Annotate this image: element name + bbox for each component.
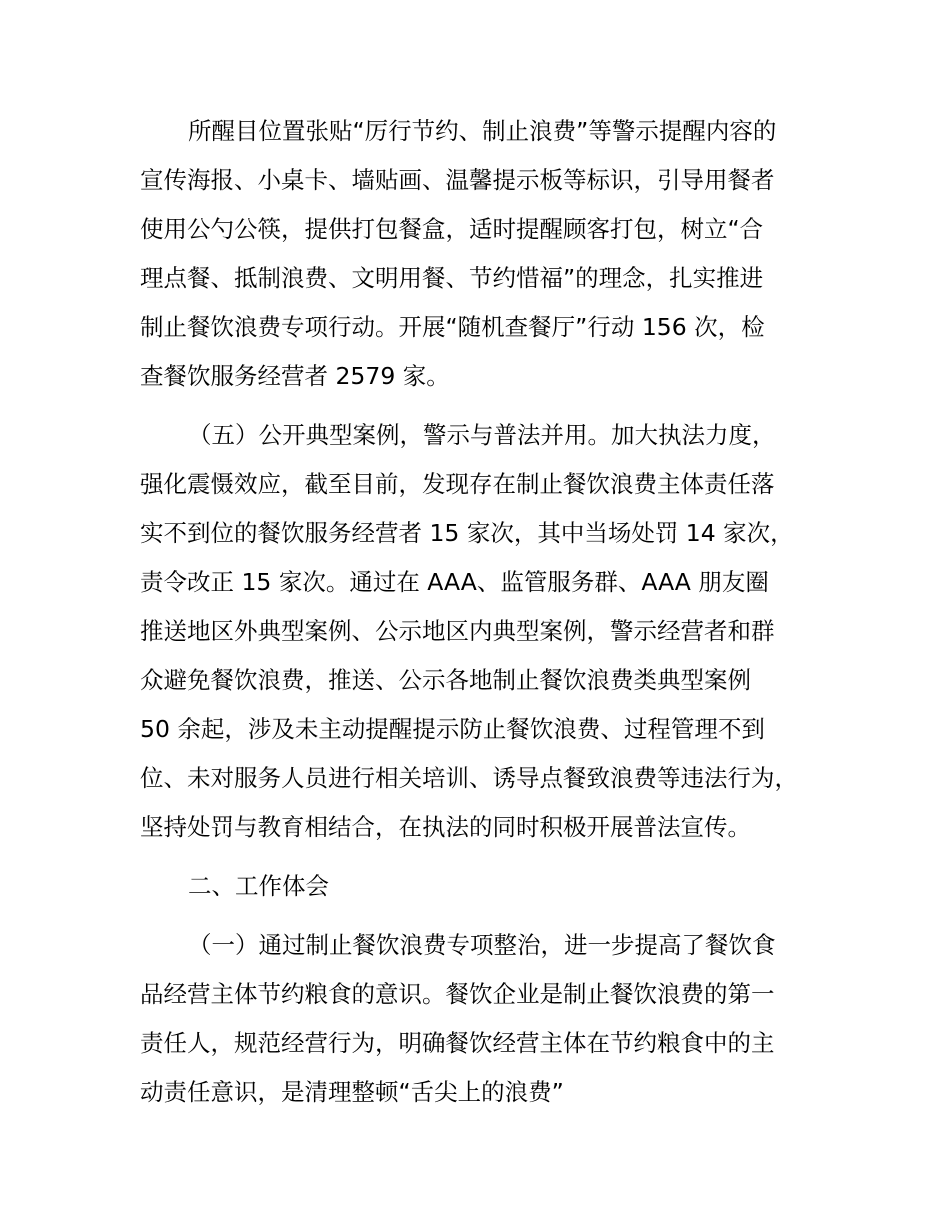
paragraph-line: （五）公开典型案例，警示与普法并用。加大执法力度，: [188, 421, 776, 449]
paragraph-line: 使用公勺公筷，提供打包餐盒，适时提醒顾客打包，树立“合: [140, 215, 764, 243]
paragraph-line: 制止餐饮浪费专项行动。开展“随机查餐厅”行动 156 次，检: [140, 313, 765, 341]
paragraph-line: 理点餐、抵制浪费、文明用餐、节约惜福”的理念，扎实推进: [140, 264, 764, 292]
paragraph-line: 品经营主体节约粮食的意识。餐饮企业是制止餐饮浪费的第一: [140, 980, 775, 1008]
section-heading: 二、工作体会: [188, 872, 329, 900]
paragraph-line: 坚持处罚与教育相结合，在执法的同时积极开展普法宣传。: [140, 813, 751, 841]
paragraph-line: 动责任意识，是清理整顿“舌尖上的浪费”: [140, 1078, 564, 1106]
paragraph-line: 推送地区外典型案例、公示地区内典型案例，警示经营者和群: [140, 617, 775, 645]
paragraph-line: 实不到位的餐饮服务经营者 15 家次，其中当场处罚 14 家次，: [140, 519, 794, 547]
paragraph-line: 宣传海报、小桌卡、墙贴画、温馨提示板等标识，引导用餐者: [140, 166, 775, 194]
paragraph-line: 责令改正 15 家次。通过在 AAA、监管服务群、AAA 朋友圈: [140, 568, 769, 596]
paragraph-line: 所醒目位置张贴“厉行节约、制止浪费”等警示提醒内容的: [188, 117, 777, 145]
paragraph-line: 众避免餐饮浪费，推送、公示各地制止餐饮浪费类典型案例: [140, 666, 751, 694]
paragraph-line: 50 余起，涉及未主动提醒提示防止餐饮浪费、过程管理不到: [140, 715, 765, 743]
paragraph-line: 查餐饮服务经营者 2579 家。: [140, 362, 450, 390]
paragraph-line: （一）通过制止餐饮浪费专项整治，进一步提高了餐饮食: [188, 931, 776, 959]
paragraph-line: 责任人，规范经营行为，明确餐饮经营主体在节约粮食中的主: [140, 1029, 775, 1057]
paragraph-line: 强化震慑效应，截至目前，发现存在制止餐饮浪费主体责任落: [140, 470, 775, 498]
paragraph-line: 位、未对服务人员进行相关培训、诱导点餐致浪费等违法行为，: [140, 764, 798, 792]
